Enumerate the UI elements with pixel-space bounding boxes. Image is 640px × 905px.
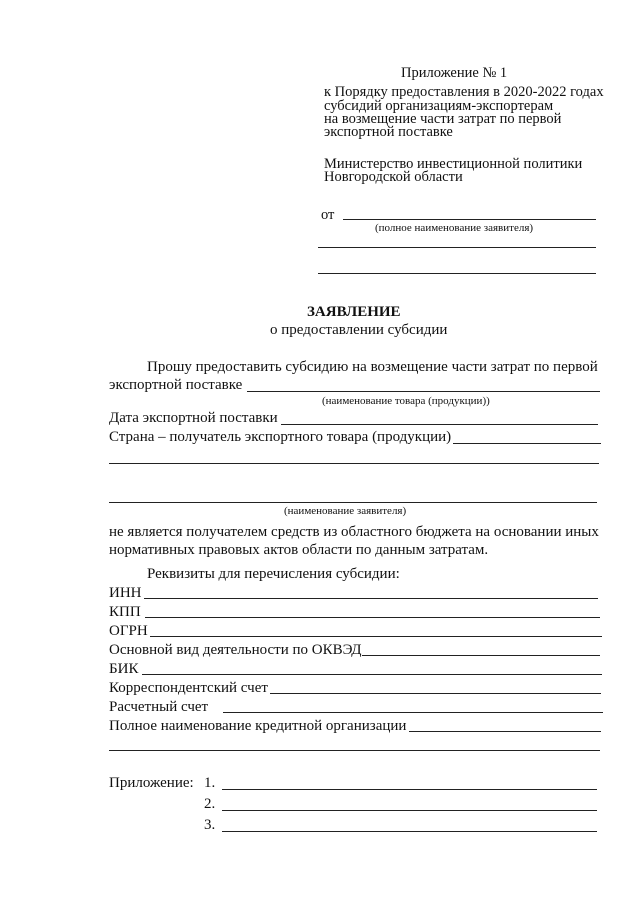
recipient-country-field-2[interactable]: [109, 463, 599, 464]
appendix-ref-line-1: к Порядку предоставления в 2020-2022 годах: [324, 84, 604, 100]
attachment-field-1[interactable]: [222, 789, 597, 790]
attachment-field-3[interactable]: [222, 831, 597, 832]
document-title: ЗАЯВЛЕНИЕ: [307, 304, 401, 320]
settlement-account-label: Расчетный счет: [109, 699, 209, 715]
attachment-number-1: 1.: [204, 775, 216, 791]
statement-line-1: не является получателем средств из областного бюджета на основании иных: [109, 524, 599, 540]
attachment-number-3: 3.: [204, 817, 216, 833]
bik-label: БИК: [109, 661, 139, 677]
ogrn-field[interactable]: [150, 636, 602, 637]
corr-account-field[interactable]: [270, 693, 601, 694]
applicant-name-field-2[interactable]: [318, 247, 596, 248]
applicant-field[interactable]: [109, 502, 597, 503]
product-name-caption: (наименование товара (продукции)): [322, 395, 490, 407]
recipient-country-label: Страна – получатель экспортного товара (продукции): [109, 429, 452, 445]
export-date-label: Дата экспортной поставки: [109, 410, 278, 426]
applicant-name-caption: (полное наименование заявителя): [375, 222, 534, 234]
kpp-field[interactable]: [145, 617, 600, 618]
okved-label: Основной вид деятельности по ОКВЭД: [109, 642, 362, 658]
settlement-account-field[interactable]: [223, 712, 603, 713]
from-label: от: [321, 207, 335, 223]
appendix-number: Приложение № 1: [401, 65, 508, 81]
appendix-ref-line-4: экспортной поставке: [324, 124, 453, 140]
appendix-ref-line-2: субсидий организациям-экспортерам: [324, 98, 554, 114]
request-text-line-2: экспортной поставке: [109, 377, 243, 393]
applicant-caption: (наименование заявителя): [284, 505, 407, 517]
addressee-line-1: Министерство инвестиционной политики: [324, 156, 583, 172]
bank-name-field[interactable]: [409, 731, 601, 732]
applicant-name-field-3[interactable]: [318, 273, 596, 274]
bank-name-label: Полное наименование кредитной организации: [109, 718, 407, 734]
applicant-name-field[interactable]: [343, 219, 596, 220]
kpp-label: КПП: [109, 604, 141, 620]
document-subtitle: о предоставлении субсидии: [270, 322, 448, 338]
ogrn-label: ОГРН: [109, 623, 148, 639]
bik-field[interactable]: [142, 674, 602, 675]
attachment-field-2[interactable]: [222, 810, 597, 811]
request-text-line-1: Прошу предоставить субсидию на возмещение части затрат по первой: [147, 359, 598, 375]
recipient-country-field[interactable]: [453, 443, 601, 444]
requisites-heading: Реквизиты для перечисления субсидии:: [147, 566, 400, 582]
inn-label: ИНН: [109, 585, 142, 601]
inn-field[interactable]: [144, 598, 598, 599]
export-date-field[interactable]: [281, 424, 598, 425]
bank-name-field-2[interactable]: [109, 750, 600, 751]
statement-line-2: нормативных правовых актов области по данным затратам.: [109, 542, 489, 558]
addressee-line-2: Новгородской области: [324, 169, 463, 185]
attachment-number-2: 2.: [204, 796, 216, 812]
appendix-ref-line-3: на возмещение части затрат по первой: [324, 111, 562, 127]
attachments-label: Приложение:: [109, 775, 194, 791]
corr-account-label: Корреспондентский счет: [109, 680, 268, 696]
okved-field[interactable]: [362, 655, 600, 656]
product-name-field[interactable]: [247, 391, 600, 392]
